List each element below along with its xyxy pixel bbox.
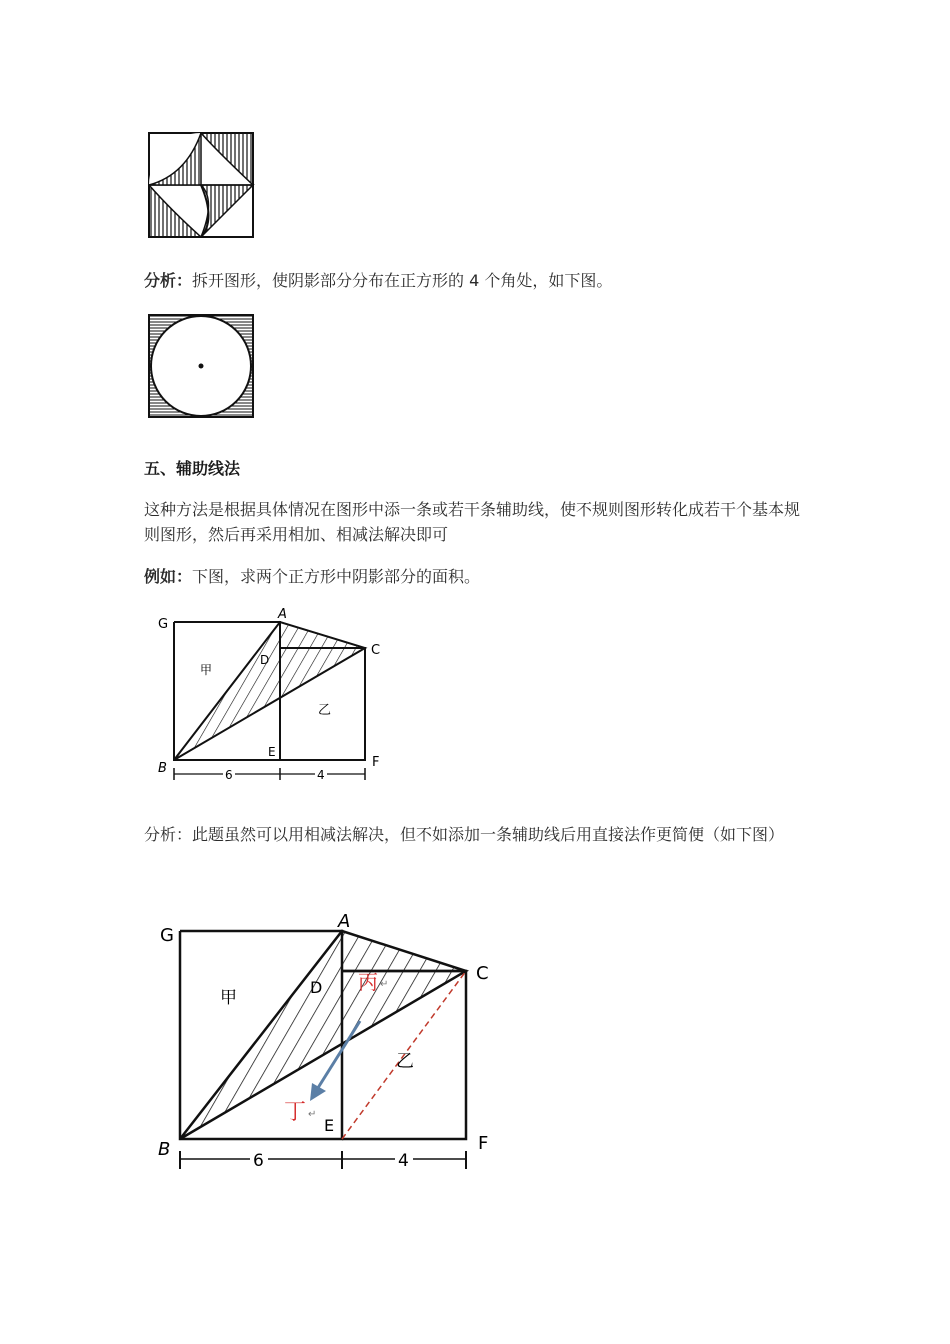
label-a: A <box>278 607 287 622</box>
label-e: E <box>324 1116 335 1135</box>
analysis-1-label: 分析： <box>144 271 193 290</box>
section-heading: 五、辅助线法 <box>144 459 241 478</box>
length-4: 4 <box>398 1151 409 1171</box>
length-4: 4 <box>317 768 325 782</box>
two-squares-auxiliary-figure <box>150 905 500 1181</box>
analysis-2 <box>144 822 804 847</box>
label-c: C <box>371 643 381 658</box>
example-paragraph <box>144 564 804 589</box>
label-ding: 丁 <box>284 1100 307 1125</box>
label-g: G <box>158 617 169 632</box>
label-b: B <box>158 761 167 776</box>
section-description: 这种方法是根据具体情况在图形中添一条或若干条辅助线，使不规则图形转化成若干个基本规则图形，然后再采用相加、相减法解决即可 <box>144 500 801 544</box>
analysis-1-text: 拆开图形，使阴影部分分布在正方形的 4 个角处，如下图。 <box>192 271 613 290</box>
label-jia: 甲 <box>220 988 237 1008</box>
label-c: C <box>476 963 489 984</box>
circle-square-figure <box>146 312 258 420</box>
analysis-1 <box>144 268 804 293</box>
label-jia: 甲 <box>200 663 213 677</box>
return-mark-2: ↵ <box>308 1109 317 1120</box>
label-yi: 乙 <box>396 1051 414 1072</box>
return-mark-1: ↵ <box>380 979 389 990</box>
label-f: F <box>372 755 380 770</box>
label-bing: 丙 <box>358 970 378 994</box>
label-e: E <box>268 745 276 759</box>
label-f: F <box>478 1133 489 1154</box>
label-d: D <box>310 978 323 997</box>
label-g: G <box>160 925 174 946</box>
label-b: B <box>158 1139 171 1160</box>
label-d: D <box>260 653 270 667</box>
pinwheel-figure <box>146 130 256 240</box>
label-yi: 乙 <box>318 703 332 718</box>
example-label: 例如： <box>144 567 193 586</box>
length-6: 6 <box>225 768 233 782</box>
example-text: 下图，求两个正方形中阴影部分的面积。 <box>192 567 481 586</box>
analysis-2-text: 此题虽然可以用相减法解决，但不如添加一条辅助线后用直接法作更简便（如下图） <box>192 825 785 844</box>
analysis-2-label: 分析： <box>144 825 193 844</box>
label-a: A <box>338 911 351 932</box>
length-6: 6 <box>253 1151 264 1171</box>
two-squares-figure <box>150 604 390 788</box>
